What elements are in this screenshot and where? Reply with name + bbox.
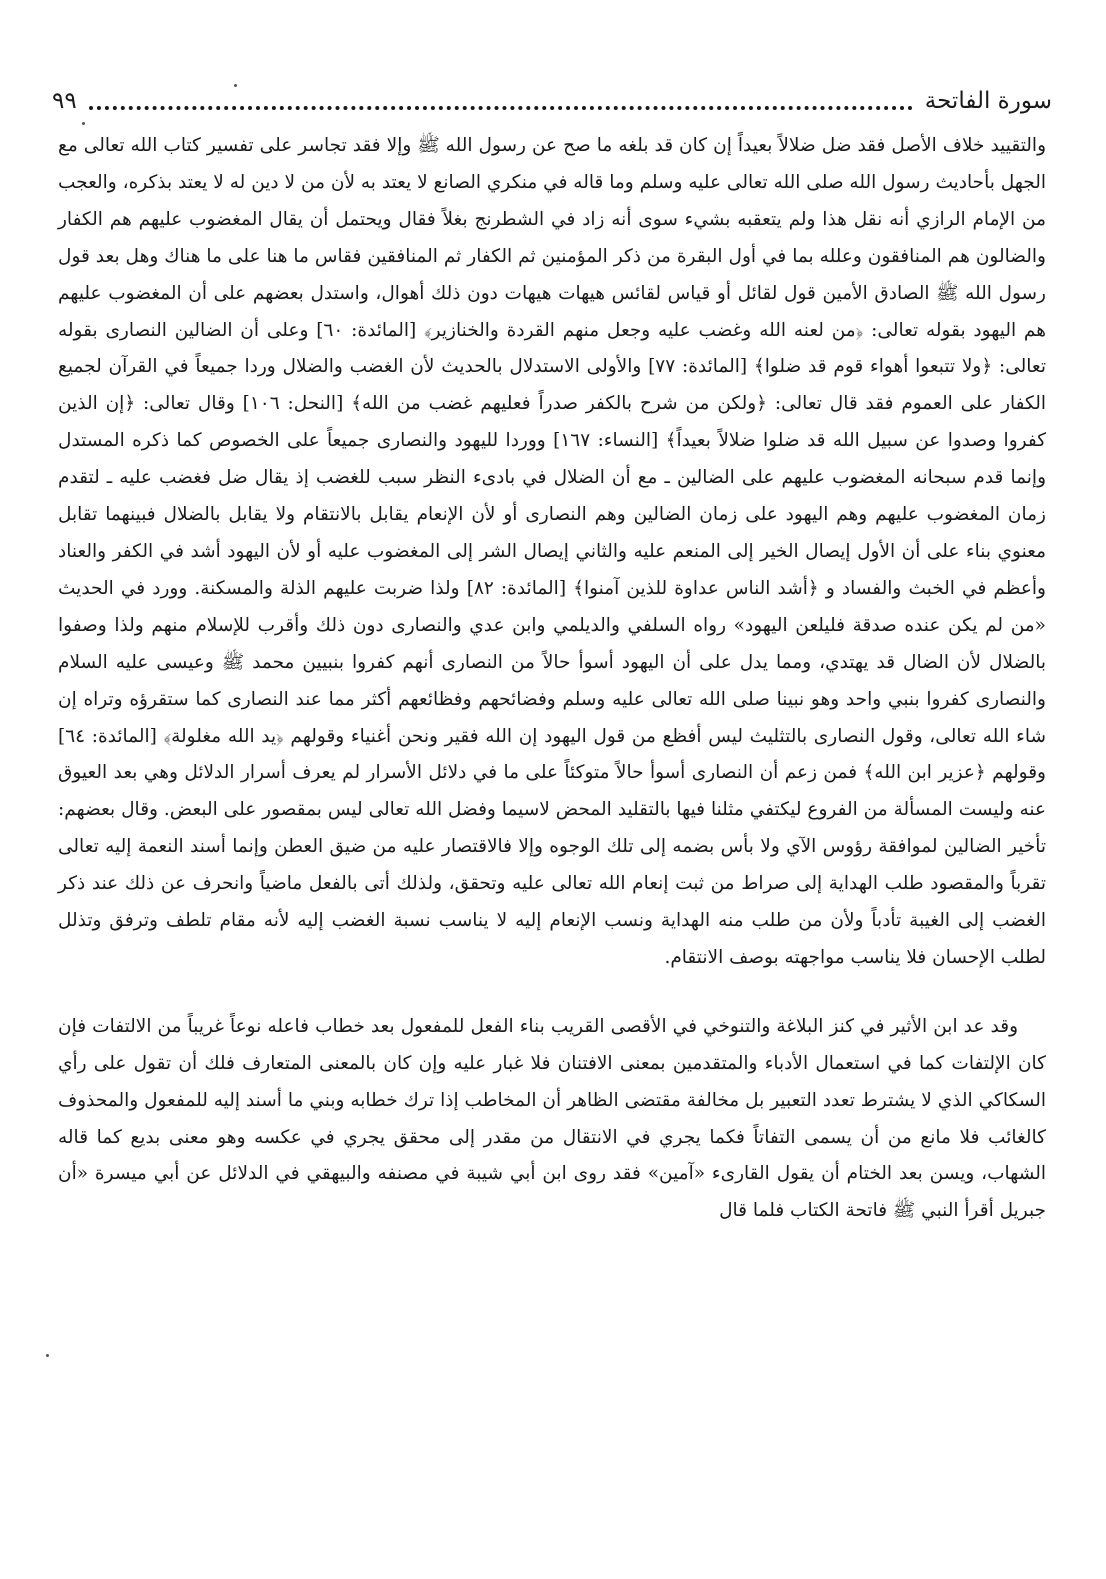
scan-speck (82, 122, 85, 125)
leader-dots (89, 104, 913, 110)
scan-speck (234, 84, 237, 87)
page-number: ٩٩ (52, 88, 77, 114)
page-header (52, 84, 1052, 118)
scan-speck (46, 1354, 49, 1357)
paragraph-2: وقد عد ابن الأثير في كنز البلاغة والتنوخي في الأقصى القريب بناء الفعل للمفعول بعد خطاب فاعله نوعاً غريباً من الالتفات فإن كان الإلتفات كما في استعمال الأدباء والمتقدمين بمعنى الافتنان فلا غبار عليه وإن كان بالمعنى المتعارف فلك أن تقول على رأي السكاكي الذي لا يشترط تعدد التعبير بل مخالفة مقتضى الظاهر أن المخاطب إذا ترك خطابه وبني ما أسند إليه للمفعول والمحذوف كالغائب فلا مانع من أن يسمى التفاتاً فكما يجري في الانتقال من مقدر إلى محقق يجري في عكسه وهو معنى بديع كما قاله الشهاب، ويسن بعد الختام أن يقول القارىء «آمين» فقد روى ابن أبي شيبة في مصنفه والبيهقي في الدلائل عن أبي ميسرة «أن جبريل أقرأ النبي ﷺ فاتحة الكتاب فلما قال (58, 1015, 1046, 1222)
main-text (58, 128, 1046, 1230)
running-title: سورة الفاتحة (924, 88, 1052, 114)
paragraph-1: والتقييد خلاف الأصل فقد ضل ضلالاً بعيداً إن كان قد بلغه ما صح عن رسول الله ﷺ وإلا فقد تجاسر على تفسير كتاب الله تعالى مع الجهل بأحاديث رسول الله صلى الله تعالى عليه وسلم وما قاله في منكري الصانع لا يعتد به لأن من لا دين له لا يعتد بذكره، والعجب من الإمام الرازي أنه نقل هذا ولم يتعقبه بشيء سوى أنه زاد في الشطرنج بغلاً فقال ويحتمل أن يقال المغضوب عليهم هم الكفار والضالون هم المنافقون وعلله بما في أول البقرة من ذكر المؤمنين ثم الكفار ثم المنافقين فقاس ما هنا على ما هناك وهل بعد قول رسول الله ﷺ الصادق الأمين قول لقائل أو قياس لقائس هيهات هيهات دون ذلك أهوال، واستدل بعضهم على أن المغضوب عليهم هم اليهود بقوله تعالى: ﴿من لعنه الله وغضب عليه وجعل منهم القردة والخنازير﴾ [المائدة: ٦٠] وعلى أن الضالين النصارى بقوله تعالى: ﴿ولا تتبعوا أهواء قوم قد ضلوا﴾ [المائدة: ٧٧] والأولى الاستدلال بالحديث لأن الغضب والضلال وردا جميعاً في القرآن لجميع الكفار على العموم فقد قال تعالى: ﴿ولكن من شرح بالكفر صدراً فعليهم غضب من الله﴾ [النحل: ١٠٦] وقال تعالى: ﴿إن الذين كفروا وصدوا عن سبيل الله قد ضلوا ضلالاً بعيداً﴾ [النساء: ١٦٧] ووردا لليهود والنصارى جميعاً على الخصوص كما ذكره المستدل وإنما قدم سبحانه المغضوب عليهم على الضالين ـ مع أن الضلال في بادىء النظر سبب للغضب إذ يقال ضل فغضب عليه ـ لتقدم زمان المغضوب عليهم وهم اليهود على زمان الضالين وهم النصارى أو لأن الإنعام يقابل بالانتقام ولا يقابل بالضلال فبينهما تقابل معنوي بناء على أن الأول إيصال الخير إلى المنعم عليه والثاني إيصال الشر إلى المغضوب عليه أو لأن اليهود أشد في الكفر والعناد وأعظم في الخبث والفساد و ﴿أشد الناس عداوة للذين آمنوا﴾ [المائدة: ٨٢] ولذا ضربت عليهم الذلة والمسكنة. وورد في الحديث «من لم يكن عنده صدقة فليلعن اليهود» رواه السلفي والديلمي وابن عدي والنصارى دون ذلك وأقرب للإسلام منهم ولذا وصفوا بالضلال لأن الضال قد يهتدي، ومما يدل على أن اليهود أسوأ حالاً من النصارى أنهم كفروا بنبيين محمد ﷺ وعيسى عليه السلام والنصارى كفروا بنبي واحد وهو نبينا صلى الله تعالى عليه وسلم وفضائحهم وفظائعهم أكثر مما عند النصارى كما ستقرؤه وتراه إن شاء الله تعالى، وقول النصارى بالتثليث ليس أفظع من قول اليهود إن الله فقير ونحن أغنياء وقولهم ﴿يد الله مغلولة﴾ [المائدة: ٦٤] وقولهم ﴿عزير ابن الله﴾ فمن زعم أن النصارى أسوأ حالاً متوكئاً على ما في دلائل الأسرار لم يعرف أسرار الدلائل وهي بعد العيوق عنه وليست المسألة من الفروع ليكتفي مثلنا فيها بالتقليد المحض لاسيما وفضل الله تعالى ليس بمقصور على البعض. وقال بعضهم: تأخير الضالين لموافقة رؤوس الآي ولا بأس بضمه إلى تلك الوجوه وإلا فالاقتصار عليه من ضيق العطن وإنما أسند النعمة إليه تعالى تقرباً والمقصود طلب الهداية إلى صراط من ثبت إنعام الله تعالى عليه وتحقق، ولذلك أتى بالفعل ماضياً وانحرف عن ذلك عند ذكر الغضب إلى الغيبة تأدباً ولأن من طلب منه الهداية ونسب الإنعام إليه لا يناسب نسبة الغضب إليه لأنه مقام تلطف وترفق وتذلل لطلب الإحسان فلا يناسب مواجهته بوصف الانتقام. (58, 135, 1047, 968)
